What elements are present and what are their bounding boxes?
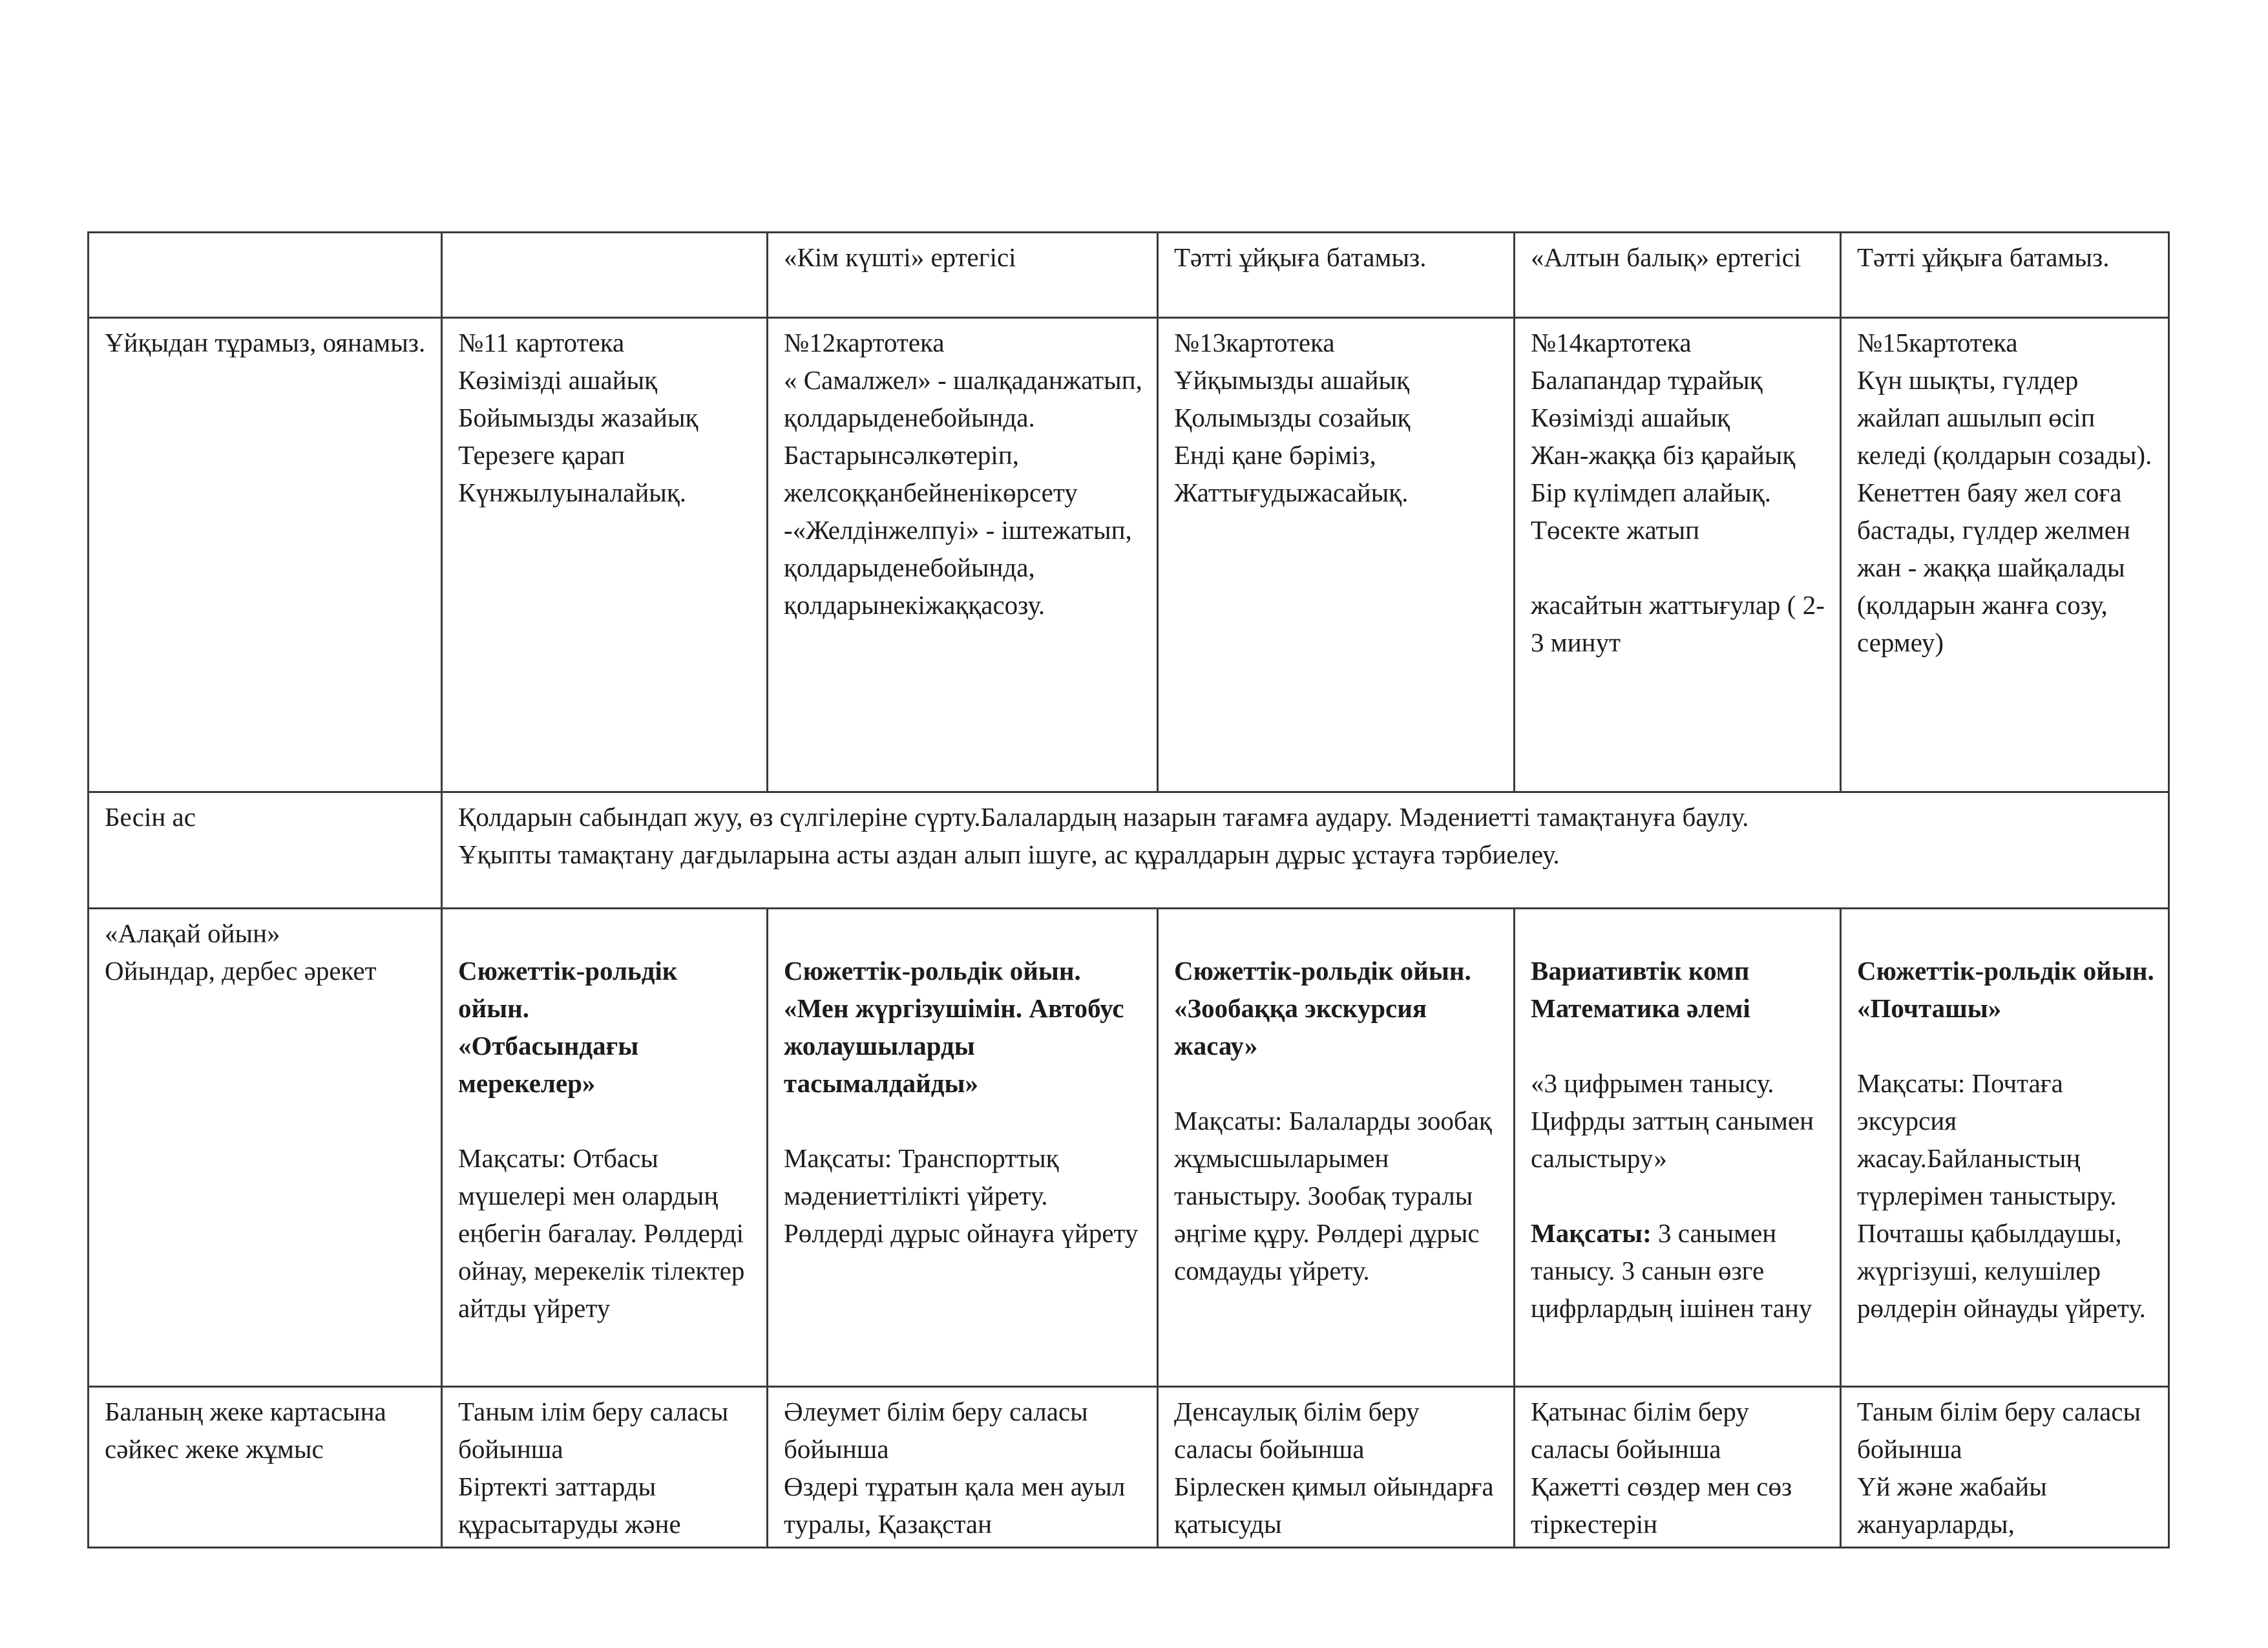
schedule-table: [87, 231, 2170, 1548]
table-cell: [442, 909, 768, 1387]
game-description: Мақсаты: Отбасы мүшелері мен олардың еңбегін бағалау. Рөлдерді ойнау, мерекелік тілектер айтды үйрету: [458, 1143, 745, 1323]
table-cell: №11 картотека Көзімізді ашайық Бойымызды жазайық Терезеге қарап Күнжылуыналайық.: [442, 318, 768, 792]
game-title: Сюжеттік-рольдік ойын. «Отбасындағы мерекелер»: [458, 956, 678, 1098]
game-description: Мақсаты: Почтаға эксурсия жасау.Байланыстың түрлерімен таныстыру. Почташы қабылдаушы, жүргізуші, келушілер рөлдерін ойнауды үйрету.: [1857, 1068, 2146, 1323]
table-cell: №14картотека Балапандар тұрайық Көзімізді ашайық Жан-жаққа біз қарайық Бір күлімдеп алайық. Төсекте жатып жасайтын жаттығулар ( 2- 3 минут: [1515, 318, 1841, 792]
table-cell: Қатынас білім беру саласы бойынша Қажетті сөздер мен сөз тіркестерін: [1515, 1387, 1841, 1548]
row-label: Ұйқыдан тұрамыз, оянамыз.: [89, 318, 442, 792]
game-title: Вариативтік комп Математика әлемі: [1531, 956, 1750, 1023]
game-description: Мақсаты: Транспорттық мәдениеттілікті үйрету. Рөлдерді дұрыс ойнауға үйрету: [784, 1143, 1139, 1248]
goal-label: Мақсаты:: [1531, 1218, 1652, 1248]
table-row: [89, 1387, 2169, 1548]
table-cell: [442, 233, 768, 318]
game-title: Сюжеттік-рольдік ойын. «Почташы»: [1857, 956, 2154, 1023]
row-label: Баланың жеке картасына сәйкес жеке жұмыс: [89, 1387, 442, 1548]
table-cell: [768, 909, 1158, 1387]
game-goal: [1531, 1214, 1828, 1327]
table-cell: №13картотека Ұйқымызды ашайық Қолымызды созайық Енді қане бәріміз, Жаттығудыжасайық.: [1158, 318, 1515, 792]
table-row: [89, 233, 2169, 318]
table-row: [89, 792, 2169, 909]
table-cell: №15картотека Күн шықты, гүлдер жайлап ашылып өсіп келеді (қолдарын созады). Кенеттен баяу жел соға бастады, гүлдер желмен жан - жаққа шайқалады (қолдарын жанға созу, сермеу): [1841, 318, 2169, 792]
table-cell: «Кім күшті» ертегісі: [768, 233, 1158, 318]
table-cell: Әлеумет білім беру саласы бойынша Өздері тұратын қала мен ауыл туралы, Қазақстан: [768, 1387, 1158, 1548]
row-label: Бесін ас: [89, 792, 442, 909]
goal-text: 3 санымен танысу. 3 санын өзге цифрлардың ішінен тану: [1531, 1218, 1812, 1323]
table-cell: Тәтті ұйқыға батамыз.: [1841, 233, 2169, 318]
table-cell: [89, 233, 442, 318]
row-label: «Алақай ойын» Ойындар, дербес әрекет: [89, 909, 442, 1387]
table-cell: Таным білім беру саласы бойынша Үй және жабайы жануарларды,: [1841, 1387, 2169, 1548]
game-description: «3 цифрымен танысу. Цифрды заттың санымен салыстыру»: [1531, 1068, 1814, 1173]
table-cell: Тәтті ұйқыға батамыз.: [1158, 233, 1515, 318]
table-row: [89, 909, 2169, 1387]
table-cell: Таным ілім беру саласы бойынша Біртекті заттарды құрасытаруды және: [442, 1387, 768, 1548]
merged-cell: Қолдарын сабындап жуу, өз сүлгілеріне сүрту.Балалардың назарын тағамға аудару. Мәдениетті тамақтануға баулу. Ұқыпты тамақтану дағдыларына асты аздан алып ішуге, ас құралдарын дұрыс ұстауға тәрбиелеу.: [442, 792, 2169, 909]
table-cell: [1158, 909, 1515, 1387]
table-cell: [1515, 909, 1841, 1387]
table-cell: «Алтын балық» ертегісі: [1515, 233, 1841, 318]
table-cell: Денсаулық білім беру саласы бойынша Бірлескен қимыл ойындарға қатысуды: [1158, 1387, 1515, 1548]
game-title: Сюжеттік-рольдік ойын. «Мен жүргізушімін. Автобус жолаушыларды тасымалдайды»: [784, 956, 1124, 1098]
table-row: [89, 318, 2169, 792]
table-cell: №12картотека « Самалжел» - шалқаданжатып, қолдарыденебойында. Бастарынсәлкөтеріп, желсоққанбейненікөрсету -«Желдінжелпуі» - іштежатып, қолдарыденебойында, қолдарынекіжаққасозу.: [768, 318, 1158, 792]
game-title: Сюжеттік-рольдік ойын. «Зообаққа экскурсия жасау»: [1174, 956, 1471, 1061]
table-cell: [1841, 909, 2169, 1387]
game-description: Мақсаты: Балаларды зообақ жұмысшыларымен таныстыру. Зообақ туралы әңгіме құру. Рөлдері дұрыс сомдауды үйрету.: [1174, 1106, 1492, 1285]
